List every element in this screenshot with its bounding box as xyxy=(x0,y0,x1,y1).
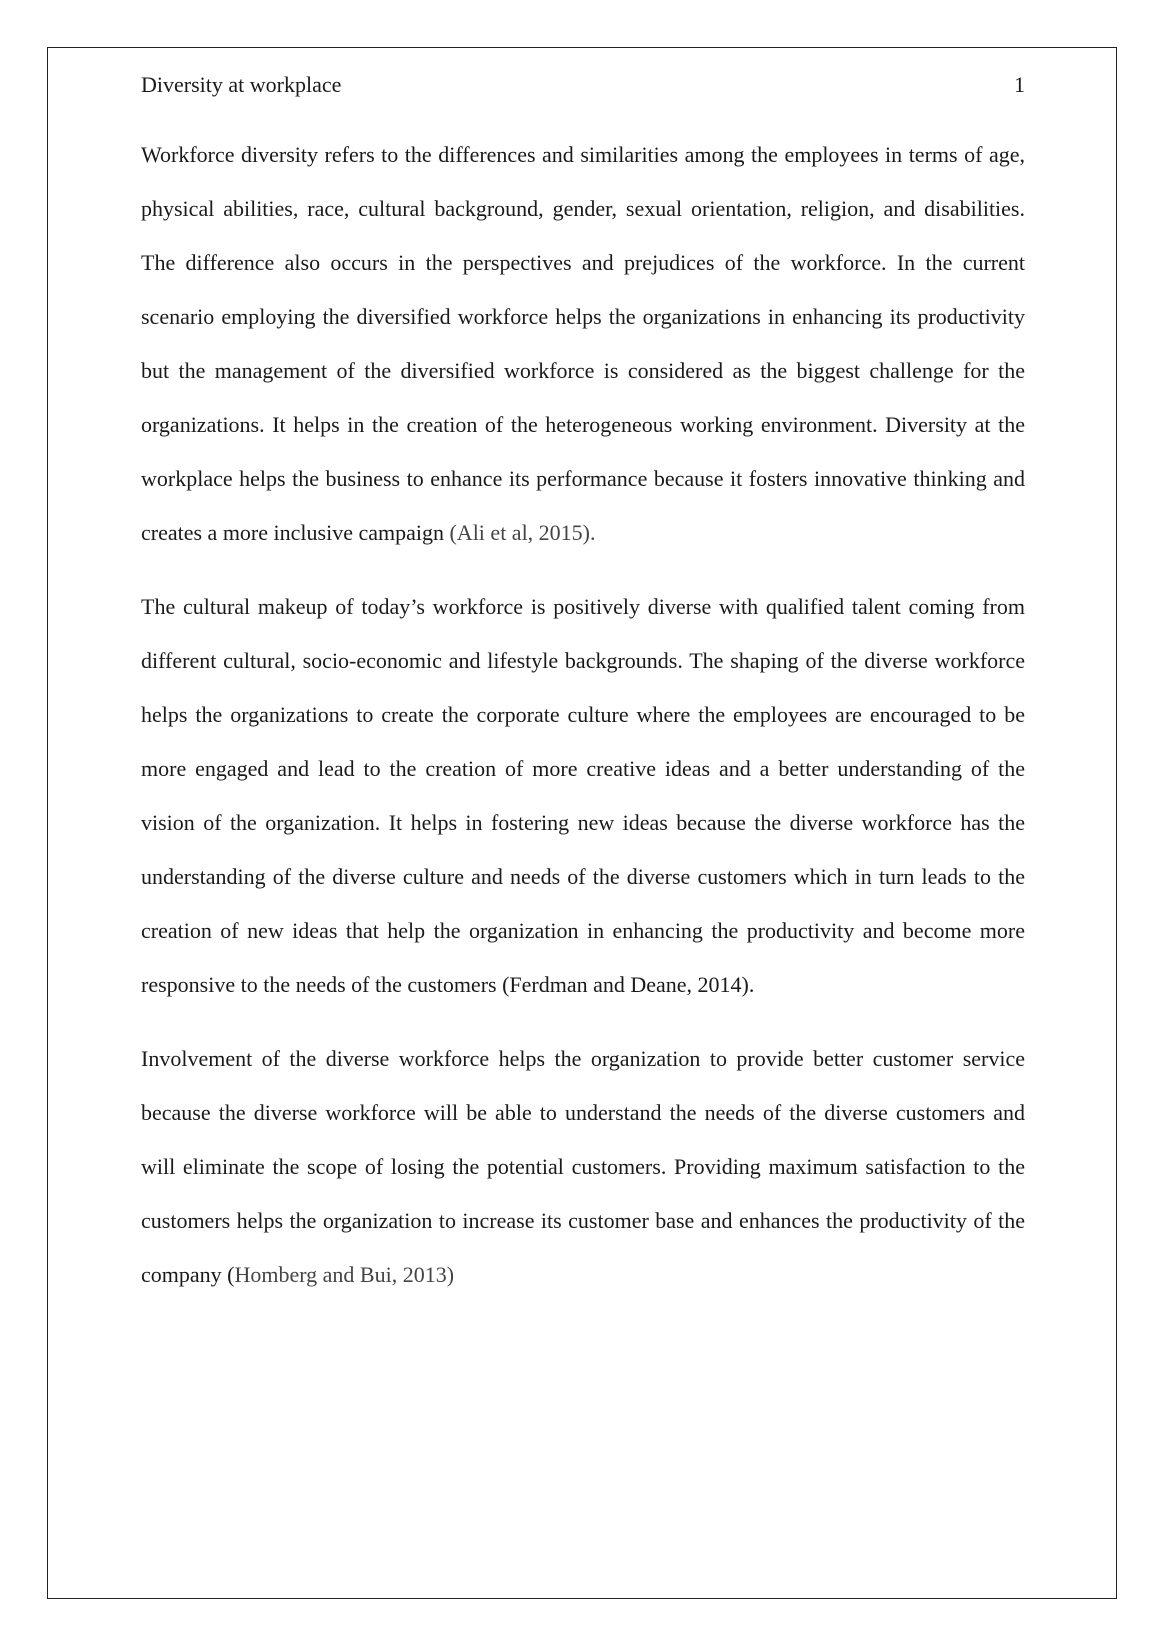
paragraph-1 xyxy=(141,128,1025,560)
citation: (Ferdman and Deane, 2014). xyxy=(502,972,755,997)
citation: Homberg and Bui, 2013) xyxy=(234,1262,455,1287)
citation: (Ali et al, 2015). xyxy=(449,520,596,545)
paragraph-text: The cultural makeup of today’s workforce is positively diverse with qualified talent coming from different cultural, socio-economic and lifestyle backgrounds. The shaping of the diverse workforce helps the organizations to create the corporate culture where the employees are encouraged to be more engaged and lead to the creation of more creative ideas and a better understanding of the vision of the organization. It helps in fostering new ideas because the diverse workforce has the understanding of the diverse culture and needs of the diverse customers which in turn leads to the creation of new ideas that help the organization in enhancing the productivity and become more responsive to the needs of the customers xyxy=(141,594,1025,997)
running-head-title: Diversity at workplace xyxy=(141,72,342,97)
paragraph-text: Involvement of the diverse workforce helps the organization to provide better customer service because the diverse workforce will be able to understand the needs of the diverse customers and will eliminate the scope of losing the potential customers. Providing maximum satisfaction to the customers helps the organization to increase its customer base and enhances the productivity of the company ( xyxy=(141,1046,1025,1287)
paragraph-3 xyxy=(141,1032,1025,1302)
page-number: 1 xyxy=(1014,72,1025,97)
paragraph-2 xyxy=(141,580,1025,1012)
document-body xyxy=(141,128,1025,1322)
page-header xyxy=(141,68,1025,102)
paragraph-text: Workforce diversity refers to the differences and similarities among the employees in terms of age, physical abilities, race, cultural background, gender, sexual orientation, religion, and disabilities. The difference also occurs in the perspectives and prejudices of the workforce. In the current scenario employing the diversified workforce helps the organizations in enhancing its productivity but the management of the diversified workforce is considered as the biggest challenge for the organizations. It helps in the creation of the heterogeneous working environment. Diversity at the workplace helps the business to enhance its performance because it fosters innovative thinking and creates a more inclusive campaign xyxy=(141,142,1025,545)
